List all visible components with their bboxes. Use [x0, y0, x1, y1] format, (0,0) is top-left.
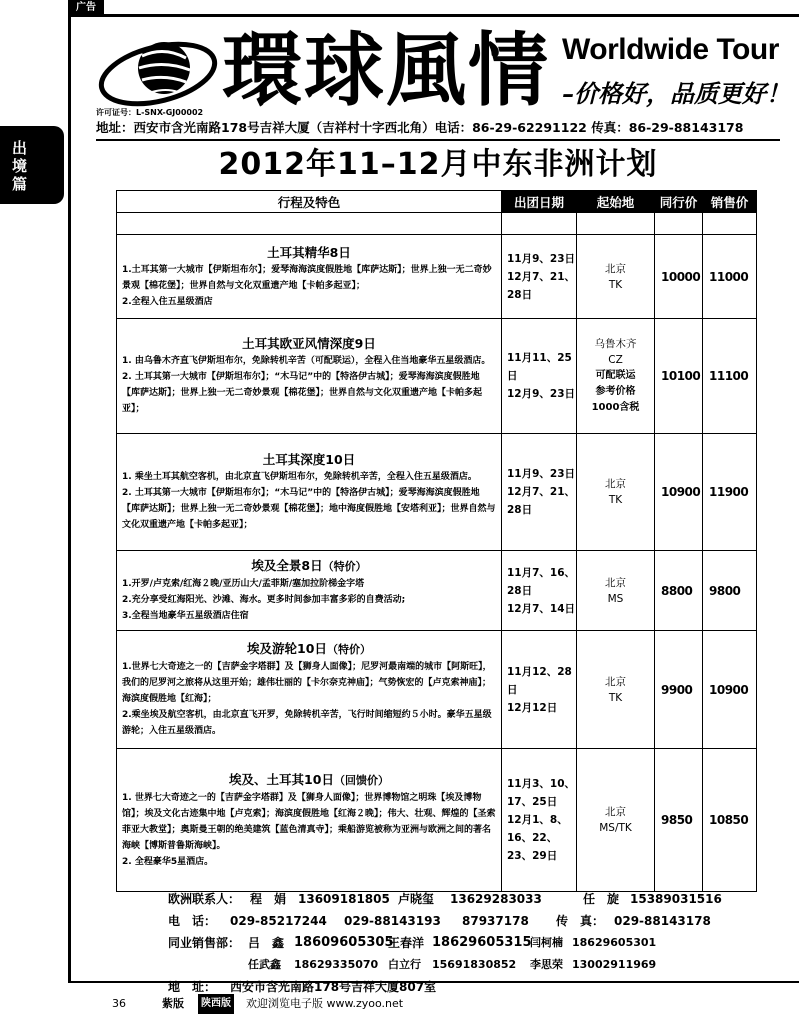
- edition-label: 紫版: [162, 997, 184, 1010]
- itinerary-table: [116, 190, 757, 892]
- route-cell: [117, 434, 502, 551]
- europe-contacts-row: [168, 888, 788, 910]
- route-feature: 1. 世界七大奇迹之一的【吉萨金字塔群】及【狮身人面像】；世界博物馆之明珠【埃及博物馆】；埃及文化古迹集中地【卢克索】；海滨度假胜地【红海２晚】；伟大、壮观、辉煌的【圣索菲亚大教堂】；奥斯曼王朝的绝美建筑【蓝色清真寺】；乘船游览被称为亚洲与欧洲之间的著名海峡【博斯普鲁斯海峡】。: [122, 792, 496, 851]
- peer-price: 8800: [655, 551, 703, 631]
- airline-code: TK: [608, 691, 623, 704]
- peer-price: 9850: [655, 749, 703, 892]
- route-feature: 1. 乘坐土耳其航空客机，由北京直飞伊斯坦布尔，免除转机辛苦，全程入住五星级酒店。: [122, 472, 477, 482]
- sales-label: 同业销售部：: [168, 936, 241, 950]
- route-title: [122, 335, 496, 353]
- left-rule: [68, 14, 71, 982]
- europe-contacts-label: 欧洲联系人：: [168, 892, 241, 906]
- phone-number: 029-85217244: [230, 914, 327, 928]
- dates-cell: [502, 319, 577, 434]
- contacts-block: [168, 888, 788, 998]
- origin-cell: [577, 434, 655, 551]
- route-title-text: 埃及全景8日: [251, 558, 323, 573]
- route-title: [122, 557, 496, 576]
- route-feature: 3.全程当地豪华五星级酒店住宿: [122, 611, 249, 621]
- page-title: 2012年11–12月中东非洲计划: [218, 147, 658, 182]
- phone-number: 029-88143193: [344, 914, 441, 928]
- route-feature: 1. 由乌鲁木齐直飞伊斯坦布尔，免除转机辛苦（可配联运），全程入住当地豪华五星级酒店。: [122, 356, 491, 366]
- route-title: [122, 771, 496, 790]
- origin-city: 乌鲁木齐: [594, 338, 637, 350]
- section-tab-char: 篇: [11, 175, 28, 193]
- sales-row-2: [168, 954, 788, 976]
- origin-city: 北京: [605, 478, 626, 490]
- route-title-text: 土耳其精华8日: [267, 244, 351, 260]
- route-feature: 2. 全程豪华5星酒店。: [122, 856, 214, 867]
- route-title: [122, 451, 496, 469]
- header-peer-price: 同行价: [655, 191, 703, 213]
- sale-price: 11900: [703, 434, 757, 551]
- contact-name: 李思荣: [530, 958, 563, 971]
- table-row: [117, 319, 757, 434]
- departure-date: 11月11、25日: [507, 352, 572, 382]
- route-title-text: 土耳其欧亚风情深度9日: [242, 336, 376, 351]
- peer-price: 10100: [655, 319, 703, 434]
- contact-phone: 13002911969: [572, 958, 657, 971]
- airline-code: MS/TK: [599, 822, 632, 834]
- origin-city: 北京: [605, 675, 626, 688]
- airline-code: MS: [607, 592, 624, 605]
- ad-tag: 广告: [68, 0, 104, 15]
- departure-date: 11月12、28日: [507, 665, 572, 696]
- sale-price: 11000: [703, 235, 757, 319]
- contact-name: 闫柯楠: [530, 936, 563, 949]
- contact-phone: 18629605315: [432, 935, 532, 950]
- contact-phone: 18629605301: [572, 936, 657, 949]
- header-route: 行程及特色: [117, 191, 502, 213]
- origin-note: 1000含税: [591, 402, 640, 413]
- contact-name: 白立行: [388, 958, 421, 971]
- table-header-row: [117, 191, 757, 213]
- agency-address: 地址：西安市含光南路178号吉祥大厦（吉祥村十字西北角）电话：86-29-62291122 传真：86-29-88143178: [96, 120, 744, 135]
- sale-price: 11100: [703, 319, 757, 434]
- contact-name: 任 旋: [583, 892, 620, 906]
- route-cell: [117, 749, 502, 892]
- contact-phone: 18609605305: [294, 935, 394, 950]
- route-feature: 2. 土耳其第一大城市【伊斯坦布尔】；“木马记”中的【特洛伊古城】；爱琴海海滨度假胜地【库萨达斯】；世界上独一无二奇妙景观【棉花堡】；地中海度假胜地【安塔利亚】；世界自然与文化双重遗产地【卡帕多起亚】；: [122, 488, 496, 530]
- address-label: 地 址：: [168, 980, 217, 994]
- fax-number: 029-88143178: [614, 914, 711, 928]
- airline-code: TK: [608, 494, 623, 506]
- contact-phone: 15691830852: [432, 958, 517, 971]
- dates-cell: [502, 235, 577, 319]
- contact-name: 王春洋: [388, 936, 425, 950]
- section-tab-char: 出: [11, 139, 28, 157]
- peer-price: 10000: [655, 235, 703, 319]
- origin-cell: [577, 235, 655, 319]
- header-sale-price: 销售价: [703, 191, 757, 213]
- brand-name-cn: 環球風情: [222, 23, 550, 117]
- page-footer: [96, 994, 796, 1014]
- route-feature: 2.全程入住五星级酒店: [122, 296, 213, 307]
- departure-date: 11月9、23日: [507, 252, 576, 265]
- route-cell: [117, 631, 502, 749]
- contact-phone: 18629335070: [294, 958, 379, 971]
- table-row: [117, 551, 757, 631]
- brand-slogan: –价格好，品质更好！: [562, 79, 790, 108]
- origin-city: 北京: [605, 806, 626, 818]
- globe-logo-icon: [96, 32, 220, 112]
- peer-price: 9900: [655, 631, 703, 749]
- contact-phone: 13609181805: [298, 892, 390, 906]
- contact-name: 卢晓玺: [398, 892, 435, 906]
- origin-cell: [577, 319, 655, 434]
- route-cell: [117, 319, 502, 434]
- origin-cell: [577, 749, 655, 892]
- dates-cell: [502, 551, 577, 631]
- departure-date: 11月9、23日: [507, 468, 576, 480]
- departure-date: 12月1、8、16、22、23、29日: [507, 814, 568, 862]
- dates-cell: [502, 434, 577, 551]
- page-number: 36: [112, 997, 126, 1010]
- route-title-text: 埃及游轮10日: [247, 641, 327, 656]
- fax-label: 传 真：: [556, 914, 605, 928]
- table-row: [117, 434, 757, 551]
- route-feature: 1.土耳其第一大城市【伊斯坦布尔】；爱琴海海滨度假胜地【库萨达斯】；世界上独一无二奇妙景观【棉花堡】；世界自然与文化双重遗产地【卡帕多起亚】；: [122, 264, 492, 291]
- section-tab: [0, 126, 64, 204]
- origin-cell: [577, 551, 655, 631]
- table-row: [117, 235, 757, 319]
- table-row: [117, 749, 757, 892]
- price-tag-label: （特价）: [322, 560, 367, 573]
- origin-cell: [577, 631, 655, 749]
- dates-cell: [502, 631, 577, 749]
- contact-phone: 13629283033: [450, 892, 542, 906]
- office-address: 西安市含光南路178号吉祥大厦807室: [230, 980, 437, 994]
- route-title-text: 土耳其深度10日: [262, 452, 356, 467]
- price-tag-label: （回馈价）: [333, 773, 389, 787]
- sale-price: 9800: [703, 551, 757, 631]
- airline-code: CZ: [608, 354, 623, 366]
- title-rule: [96, 139, 780, 141]
- route-feature: 1.开罗/卢克索/红海２晚/亚历山大/孟菲斯/塞加拉阶梯金字塔: [122, 579, 365, 589]
- contact-name: 吕 鑫: [248, 936, 285, 950]
- route-feature: 2.乘坐埃及航空客机，由北京直飞开罗，免除转机辛苦，飞行时间缩短约５小时。豪华五星级游轮；入住五星级酒店。: [122, 710, 492, 736]
- sale-price: 10900: [703, 631, 757, 749]
- price-tag-label: （特价）: [326, 643, 371, 656]
- phone-label: 电 话：: [168, 914, 217, 928]
- peer-price: 10900: [655, 434, 703, 551]
- brand-name-en: Worldwide Tour: [562, 33, 779, 66]
- route-title: [122, 640, 496, 659]
- route-feature: 2.充分享受红海阳光、沙滩、海水。更多时间参加丰富多彩的自费活动;: [122, 595, 406, 605]
- origin-note: 可配联运: [595, 370, 636, 381]
- regional-edition-badge: 陕西版: [198, 994, 234, 1014]
- route-cell: [117, 551, 502, 631]
- airline-code: TK: [608, 278, 623, 291]
- departure-date: 12月9、23日: [507, 388, 576, 400]
- header-dates: 出团日期: [502, 191, 577, 213]
- table-row: [117, 631, 757, 749]
- route-feature: 1.世界七大奇迹之一的【吉萨金字塔群】及【狮身人面像】；尼罗河最南端的城市【阿斯旺】，我们的尼罗河之旅将从这里开始；雄伟壮丽的【卡尔奈克神庙】；气势恢宏的【卢克索神庙】；海滨度假胜地【红海】；: [122, 662, 492, 704]
- origin-city: 北京: [605, 262, 626, 275]
- license-number: 许可证号：L-SNX-GJ00002: [96, 108, 204, 117]
- origin-city: 北京: [605, 576, 626, 589]
- contact-phone: 15389031516: [630, 892, 722, 906]
- route-feature: 2. 土耳其第一大城市【伊斯坦布尔】；“木马记”中的【特洛伊古城】；爱琴海海滨度假胜地【库萨达斯】；世界上独一无二奇妙景观【棉花堡】；世界自然与文化双重遗产地【卡帕多起亚】；: [122, 372, 483, 414]
- departure-date: 12月7、21、28日: [507, 486, 576, 516]
- dates-cell: [502, 749, 577, 892]
- departure-date: 12月7、14日: [507, 602, 576, 615]
- phone-row: [168, 910, 788, 932]
- origin-note: 参考价格: [595, 386, 636, 397]
- departure-date: 11月3、10、17、25日: [507, 778, 576, 808]
- section-tab-char: 境: [11, 157, 28, 175]
- sales-row-1: [168, 932, 788, 954]
- route-cell: [117, 235, 502, 319]
- departure-date: 12月7、21、28日: [507, 270, 576, 301]
- sale-price: 10850: [703, 749, 757, 892]
- header-origin: 起始地: [577, 191, 655, 213]
- table-spacer-row: [117, 213, 757, 235]
- top-rule: [68, 14, 799, 17]
- route-title-text: 埃及、土耳其10日: [229, 771, 334, 787]
- departure-date: 11月7、16、28日: [507, 566, 576, 597]
- route-title: [122, 244, 496, 262]
- phone-number: 87937178: [462, 914, 529, 928]
- departure-date: 12月12日: [507, 701, 558, 714]
- website-text[interactable]: 欢迎浏览电子版 www.zyoo.net: [246, 997, 404, 1010]
- contact-name: 任武鑫: [248, 958, 281, 971]
- contact-name: 程 娟: [250, 892, 287, 906]
